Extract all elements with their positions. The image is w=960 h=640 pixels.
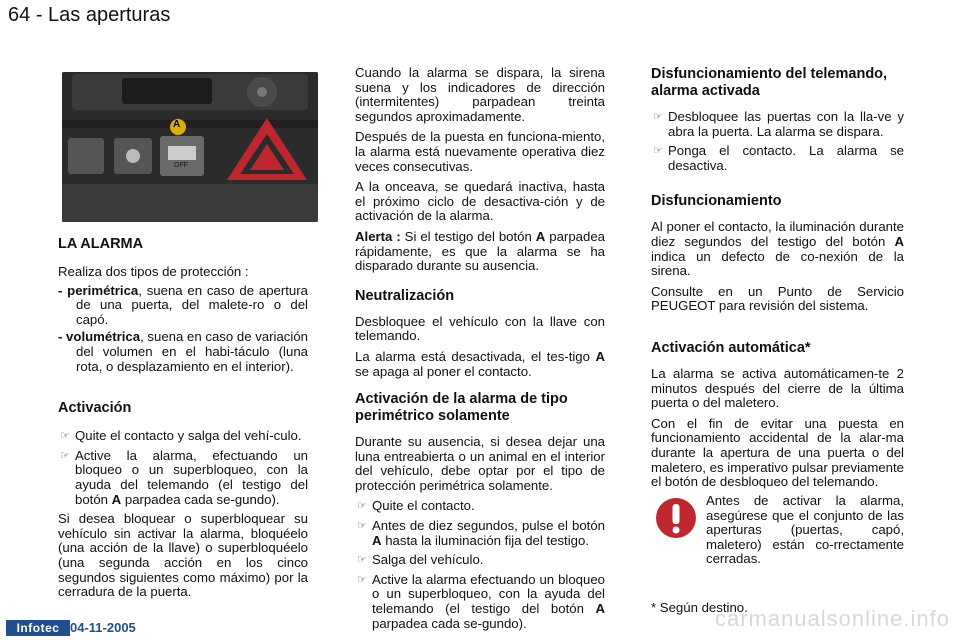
pointing-hand-icon: ☞ bbox=[357, 554, 367, 567]
paragraph: La alarma se activa automáticamen-te 2 minutos después del cierre de la última puerta o del maletero. bbox=[651, 365, 904, 411]
alarm-intro: Realiza dos tipos de protección : bbox=[58, 264, 249, 279]
paragraph: La alarma está desactivada, el tes-tigo A se apaga al poner el contacto. bbox=[355, 348, 605, 379]
dysfunction2-heading: Disfuncionamiento bbox=[651, 193, 782, 210]
paragraph: Al poner el contacto, la iluminación durante diez segundos del testigo del botón A indica un defecto de co-nexión de la sirena. bbox=[651, 219, 904, 279]
pointing-hand-icon: ☞ bbox=[357, 573, 367, 586]
alert-paragraph: Alerta : Si el testigo del botón A parpadea rápidamente, es que la alarma se ha disparado durante su ausencia. bbox=[355, 228, 605, 274]
auto-activation-heading: Activación automática* bbox=[651, 339, 811, 356]
column-3 bbox=[651, 66, 904, 496]
pointing-hand-icon: ☞ bbox=[357, 500, 367, 513]
perimetric-heading: Activación de la alarma de tipo perimétrico solamente bbox=[355, 391, 568, 425]
paragraph: Desbloquee el vehículo con la llave con telemando. bbox=[355, 313, 605, 344]
neutral-heading: Neutralización bbox=[355, 287, 455, 304]
dashboard-illustration bbox=[62, 72, 318, 222]
off-label: OFF bbox=[174, 162, 188, 169]
header-separator: - bbox=[35, 4, 43, 26]
paragraph: Cuando la alarma se dispara, la sirena suena y los indicadores de dirección (intermitentes) parpadean treinta segundos aproximadamente. bbox=[355, 65, 605, 124]
bullet-item: ☞ Antes de diez segundos, pulse el botón A hasta la iluminación fija del testigo. bbox=[357, 518, 605, 548]
bullet-item: ☞ Quite el contacto. bbox=[357, 498, 475, 514]
marker-a-label: A bbox=[173, 119, 181, 130]
paragraph: Consulte en un Punto de Servicio PEUGEOT para revisión del sistema. bbox=[651, 283, 904, 314]
pointing-hand-icon: ☞ bbox=[60, 430, 70, 443]
protection-item: - perimétrica, suena en caso de apertura de una puerta, del malete-ro o del capó. bbox=[58, 282, 308, 327]
warning-text: Antes de activar la alarma, asegúrese que el conjunto de las aperturas (puertas, capó, maletero) están co-rrectamente cerradas. bbox=[706, 493, 904, 567]
warning-icon bbox=[655, 497, 697, 539]
page-header bbox=[8, 4, 170, 27]
watermark: carmanualsonline.info bbox=[714, 606, 950, 631]
bullet-item: ☞ Active la alarma, efectuando un bloqueo o un superbloqueo, con la ayuda del telemando (el testigo del botón A parpadea cada se-gundo). bbox=[60, 447, 308, 507]
bullet-item: ☞ Salga del vehículo. bbox=[357, 552, 484, 568]
paragraph: Después de la puesta en funciona-miento, la alarma está nuevamente operativa diez veces consecutivas. bbox=[355, 129, 605, 174]
paragraph: A la onceava, se quedará inactiva, hasta el próximo ciclo de desactiva-ción y de activación de la alarma. bbox=[355, 179, 605, 224]
protection-item: - volumétrica, suena en caso de variación del volumen en el habi-táculo (luna rota, o desplazamiento en el interior). bbox=[58, 329, 308, 374]
column-1 bbox=[58, 236, 308, 606]
bullet-item: ☞ Desbloquee las puertas con la lla-ve y abra la puerta. La alarma se dispara. bbox=[653, 109, 904, 139]
bullet-item: ☞ Ponga el contacto. La alarma se desactiva. bbox=[653, 143, 904, 173]
alarm-title: LA ALARMA bbox=[58, 236, 144, 252]
pointing-hand-icon: ☞ bbox=[653, 145, 663, 158]
pointing-hand-icon: ☞ bbox=[357, 520, 367, 533]
warning-note bbox=[706, 494, 904, 573]
edition-date: 04-11-2005 bbox=[70, 620, 136, 635]
footnote: * Según destino. bbox=[651, 600, 748, 615]
paragraph: Con el fin de evitar una puesta en funcionamiento accidental de la alar-ma durante la apertura de una puerta o del maletero, es imperativo pulsar previamente el botón de desbloqueo del telemando. bbox=[651, 415, 904, 490]
page-number: 64 bbox=[8, 4, 31, 26]
pointing-hand-icon: ☞ bbox=[653, 111, 663, 123]
dysfunction-heading: Disfuncionamiento del telemando, alarma activada bbox=[651, 66, 888, 99]
bullet-item: ☞ Quite el contacto y salga del vehí-culo. bbox=[60, 428, 302, 444]
bullet-item: ☞ Active la alarma efectuando un bloqueo o un superbloqueo, con la ayuda del telemando (el testigo del botón A parpadea cada se-gundo). bbox=[357, 571, 605, 631]
alarm-button-photo bbox=[62, 72, 318, 222]
activacion-heading: Activación bbox=[58, 400, 132, 417]
page-title: Las aperturas bbox=[48, 4, 171, 26]
pointing-hand-icon: ☞ bbox=[60, 449, 70, 462]
paragraph: Durante su ausencia, si desea dejar una luna entreabierta o un animal en el interior del vehículo, debe optar por el tipo de protección perimétrica solamente. bbox=[355, 434, 605, 493]
column-2 bbox=[355, 66, 605, 636]
activacion-paragraph: Si desea bloquear o superbloquear su vehículo sin activar la alarma, bloquéelo (una acción de la llave) o superbloquéelo (una segunda acción en los cinco segundos siguientes como máximo) por la cerradura de la puerta. bbox=[58, 511, 308, 600]
infotec-logo: Infotec bbox=[6, 620, 70, 636]
